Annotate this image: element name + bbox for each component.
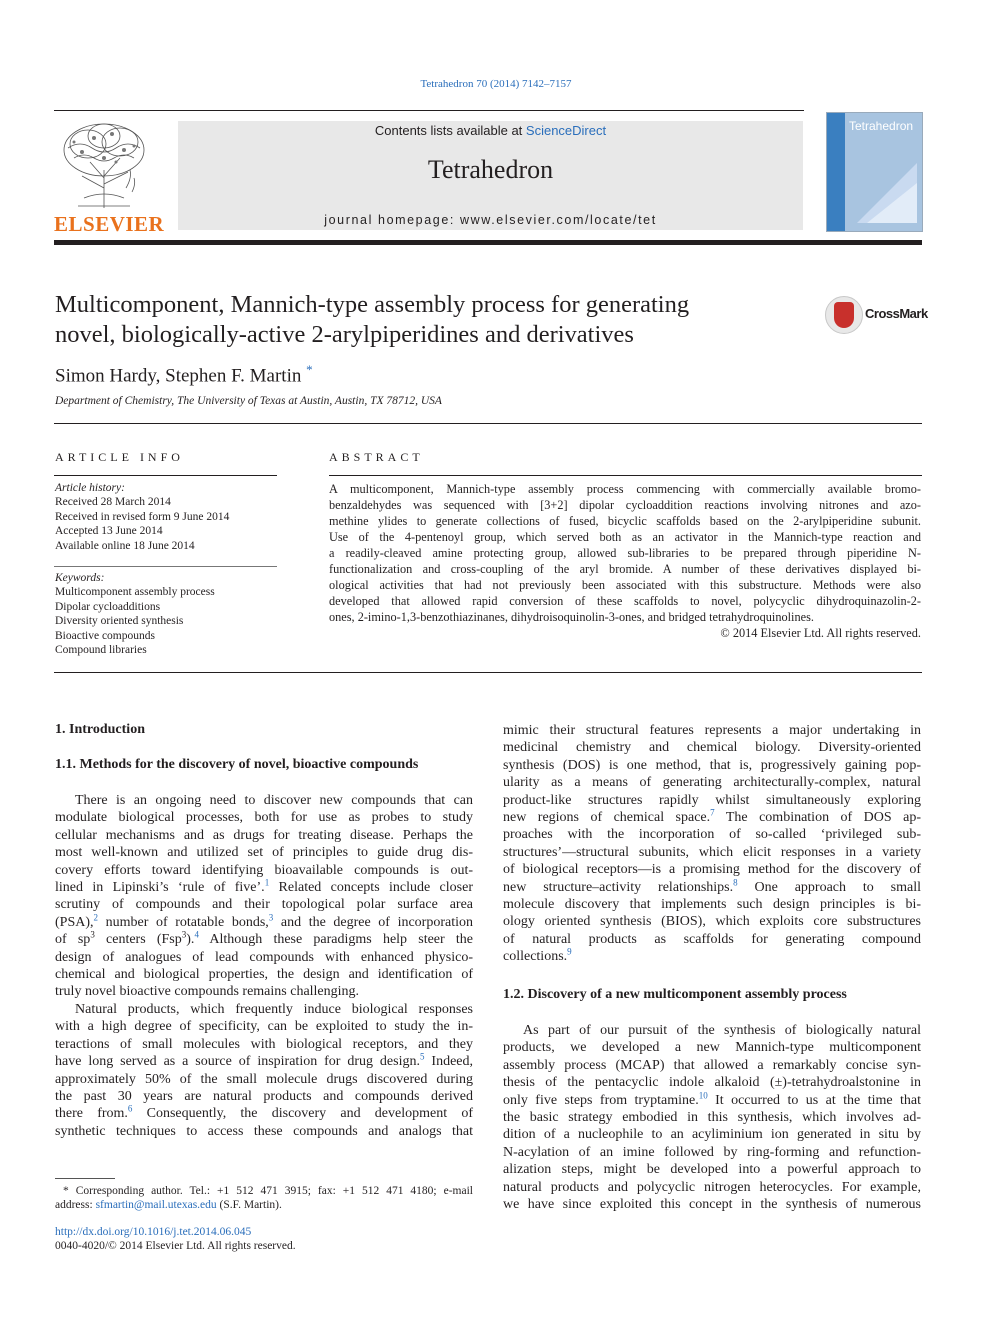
text-line: design of analogues of lead compounds with enhanced physico- <box>55 949 473 965</box>
title-line-2: novel, biologically-active 2-arylpiperidines and derivatives <box>55 321 634 348</box>
text-line: chemical and biological properties, the design and identification of <box>55 967 473 983</box>
reference-link[interactable]: 8 <box>733 877 738 887</box>
text-line: benzaldehydes was sequenced with [3+2] dipolar cycloaddition reactions involving nitrones and azo- <box>329 498 921 512</box>
abstract-bottom-rule <box>54 672 922 673</box>
text-line: new regions of chemical space.$^7$ The combination of DOS ap- <box>503 807 921 826</box>
text-line: of natural products as scaffolds for generating compound <box>503 931 921 947</box>
keyword-item: Diversity oriented synthesis <box>55 615 184 628</box>
history-item: Available online 18 June 2014 <box>55 539 195 552</box>
keywords-label: Keywords: <box>55 572 105 584</box>
text-line: modulate biological processes, both for use as probes to study <box>55 810 473 826</box>
footnote-email-line <box>55 1198 473 1212</box>
journal-citation[interactable]: Tetrahedron 70 (2014) 7142–7157 <box>420 78 572 90</box>
contents-prefix: Contents lists available at <box>374 123 526 138</box>
text-line: with a high degree of specificity, can be exploited to study the in- <box>55 1019 473 1035</box>
author-list <box>55 362 313 387</box>
subsection-heading-discovery: 1.2. Discovery of a new multicomponent assembly process <box>503 987 847 1002</box>
elsevier-logo <box>54 118 165 236</box>
text-line: only five steps from tryptamine.$^{10}$ It occurred to us at the time that <box>503 1089 921 1108</box>
reference-link[interactable]: 9 <box>567 946 572 957</box>
elsevier-wordmark: ELSEVIER <box>54 212 165 236</box>
reference-link[interactable]: 10 <box>698 1089 708 1100</box>
footnote-line-1: * Corresponding author. Tel.: +1 512 471 3915; fax: +1 512 471 4180; e-mail <box>63 1185 473 1197</box>
affiliation: Department of Chemistry, The University of Texas at Austin, Austin, TX 78712, USA <box>55 395 442 407</box>
text-line: teractions of small molecules with biological receptors, and they <box>55 1036 473 1052</box>
corresponding-author-mark[interactable]: * <box>306 362 313 377</box>
text-line: most well-known and utilized set of principles to guide drug dis- <box>55 845 473 861</box>
text-line: structures’—structural subunits, which elicit responses in a variety <box>503 844 921 860</box>
abstract-heading: ABSTRACT <box>329 450 424 464</box>
reference-link[interactable]: 1 <box>264 877 270 888</box>
crossmark-icon <box>825 296 863 334</box>
subsection-heading-methods: 1.1. Methods for the discovery of novel, bioactive compounds <box>55 757 419 772</box>
crossmark-label: CrossMark <box>865 306 928 321</box>
title-line-1: Multicomponent, Mannich-type assembly process for generating <box>55 291 690 318</box>
right-paragraph-2 <box>503 1022 921 1213</box>
text-line: new structure–activity relationships.$^8$ One approach to small <box>503 877 921 895</box>
history-item: Accepted 13 June 2014 <box>55 525 163 538</box>
keyword-item: Multicomponent assembly process <box>55 586 215 599</box>
cover-graphic-icon <box>857 153 917 223</box>
abstract-rule <box>329 475 922 476</box>
abstract-body <box>329 481 921 625</box>
text-line: we have since exploited this concept in the synthesis of numerous <box>503 1197 921 1213</box>
sciencedirect-link[interactable]: ScienceDirect <box>525 123 607 138</box>
text-line: a readily-cleaved amine protecting group, allowed sub-libraries to be prepared through piperidine N- <box>329 546 921 560</box>
cover-title: Tetrahedron <box>849 119 914 133</box>
article-title <box>55 290 795 350</box>
text-line: mimic their structural features represents a major undertaking in <box>503 723 921 738</box>
text-line: (PSA),$^2$ number of rotatable bonds,$^3$ and the degree of incorporation <box>55 912 473 930</box>
reference-link[interactable]: 5 <box>420 1051 425 1062</box>
footnote-email-suffix: (S.F. Martin). <box>216 1199 282 1211</box>
text-line: product-like structures rapidly whilst simultaneously exploring <box>503 792 921 808</box>
left-paragraph-1 <box>55 792 473 1001</box>
doi-link[interactable]: http://dx.doi.org/10.1016/j.tet.2014.06.045 <box>55 1226 252 1238</box>
text-line: collections.$^9$ <box>503 946 572 965</box>
text-line: natural products and polycyclic nitrogen heterocycles. For example, <box>503 1179 921 1195</box>
section-heading-introduction: 1. Introduction <box>55 722 145 737</box>
keywords-block <box>55 571 280 657</box>
text-line: thesis of the pentacyclic indole alkaloid (±)-tetrahydroalstonine in <box>503 1075 921 1091</box>
text-line: developed that allowed rapid conversion of these scaffolds to novel, polycyclic dihydroquinazolin-2- <box>329 594 921 608</box>
reference-link[interactable]: 6 <box>127 1103 133 1114</box>
title-rule <box>54 423 922 424</box>
text-line: There is an ongoing need to discover new compounds that can <box>75 793 473 808</box>
keyword-item: Bioactive compounds <box>55 629 155 642</box>
text-line: have long served as a source of inspiration for drug design.$^5$ Indeed, <box>55 1051 474 1070</box>
header-rule <box>54 110 804 111</box>
text-line: scrutiny of compounds and their topological polar surface area <box>55 897 473 913</box>
text-line: of $sp^3$ centers (Fsp$^3$).$^4$ Although these paradigms help steer the <box>55 929 473 948</box>
keyword-item: Dipolar cycloadditions <box>55 600 161 613</box>
authors-text: Simon Hardy, Stephen F. Martin <box>55 365 302 387</box>
crossmark-badge[interactable] <box>825 296 928 336</box>
corresponding-author-footnote <box>55 1184 473 1198</box>
text-line: Use of the 4-pentenoyl group, which served both as an activator in the Mannich-type reaction and <box>329 530 921 544</box>
text-line: ological activities that had not previously been associated with this substructure. Methods were also <box>329 578 921 592</box>
text-line: ology oriented synthesis (BIOS), which exploits core substructures <box>503 914 921 930</box>
left-paragraph-2 <box>55 1001 473 1140</box>
history-item: Received in revised form 9 June 2014 <box>55 510 230 523</box>
superscript: 3 <box>181 929 187 940</box>
journal-homepage[interactable]: journal homepage: www.elsevier.com/locate/tet <box>324 213 657 227</box>
text-line: dition of a nucleophile to an acyliminium ion generated in situ by <box>503 1127 921 1143</box>
text-line: there from.$^6$ Consequently, the discovery and development of <box>55 1103 473 1122</box>
journal-banner <box>178 121 803 230</box>
text-line: ularity as a means of generating architecturally-complex, natural <box>503 775 921 791</box>
journal-name: Tetrahedron <box>427 155 554 184</box>
text-line: synthesis (DOS) is one method, that is, progressively gaining pop- <box>503 757 921 773</box>
text-line: A multicomponent, Mannich-type assembly process commencing with commercially available bromo- <box>329 482 921 496</box>
text-line: proaches with the incorporation of so-called ‘privileged sub- <box>503 827 921 843</box>
text-line: synthetic techniques to access these compounds and analogs that <box>55 1123 473 1139</box>
text-line: the past 30 years are natural products and compounds derived <box>55 1089 473 1105</box>
text-line: truly novel bioactive compounds remains challenging. <box>55 984 360 1000</box>
text-line: cellular mechanisms and as drugs for treating disease. Perhaps the <box>55 827 473 843</box>
text-line: N-acylation of an imine followed by ring-forming and refunction- <box>503 1144 921 1160</box>
text-line: As part of our pursuit of the synthesis of biologically natural <box>523 1023 921 1038</box>
text-line: ones, 2-imino-1,3-benzothiazinanes, dihydroisoquinolin-3-ones, and bridged tetrahydroquinolines. <box>329 610 814 624</box>
author-email-link[interactable]: sfmartin@mail.utexas.edu <box>95 1199 217 1211</box>
text-line: products, we developed a new Mannich-type multicomponent <box>503 1040 921 1056</box>
text-line: functionalization and cross-coupling of the aryl bromide. A number of these derivatives displayed bi- <box>329 562 921 576</box>
abstract-copyright: © 2014 Elsevier Ltd. All rights reserved. <box>720 626 921 640</box>
text-line: the basic strategy embodied in this synthesis, which involves ad- <box>503 1110 921 1126</box>
reference-link[interactable]: 2 <box>93 912 99 923</box>
text-line: covery efforts toward identifying bioavailable compounds is out- <box>55 862 473 878</box>
footnote-address-label: address: <box>55 1199 96 1211</box>
keyword-item: Compound libraries <box>55 644 147 657</box>
text-line: assembly process (MCAP) that allowed a remarkably concise syn- <box>503 1057 921 1073</box>
article-info-rule <box>54 475 277 476</box>
issn-copyright: 0040-4020/© 2014 Elsevier Ltd. All rights reserved. <box>55 1240 296 1252</box>
elsevier-tree-icon <box>54 118 154 210</box>
text-line: medicinal chemistry and chemical biology. Diversity-oriented <box>503 740 921 756</box>
keywords-rule <box>54 566 277 567</box>
footnote-rule <box>55 1178 115 1179</box>
article-info-heading: ARTICLE INFO <box>55 450 184 464</box>
text-line: alization steps, might be developed into a powerful approach to <box>503 1162 921 1178</box>
text-line: Natural products, which frequently induce biological responses <box>75 1002 473 1017</box>
journal-cover-thumbnail[interactable] <box>826 112 923 232</box>
reference-link[interactable]: 4 <box>194 929 199 940</box>
superscript: 3 <box>90 929 95 940</box>
article-history <box>55 481 280 553</box>
header-thick-rule <box>54 240 922 245</box>
text-line: methine ylides to generate collections of fused, bicyclic scaffolds based on the 2-arylpiperidine subunit. <box>329 514 921 528</box>
history-item: Received 28 March 2014 <box>55 496 171 509</box>
history-label: Article history: <box>55 482 125 494</box>
text-line: approximately 50% of the small molecule drugs discovered during <box>55 1071 473 1087</box>
cover-band <box>827 113 845 231</box>
reference-link[interactable]: 7 <box>710 807 715 818</box>
text-line: of biological receptors—is a promising method for the discovery of <box>503 862 921 878</box>
text-line: lined in Lipinski’s ‘rule of five’.$^1$ Related concepts include closer <box>55 877 473 896</box>
contents-line <box>178 123 803 138</box>
text-line: molecule discovery that implements such design principles is bi- <box>503 897 921 913</box>
right-paragraph-1 <box>503 722 921 966</box>
reference-link[interactable]: 3 <box>268 912 274 923</box>
